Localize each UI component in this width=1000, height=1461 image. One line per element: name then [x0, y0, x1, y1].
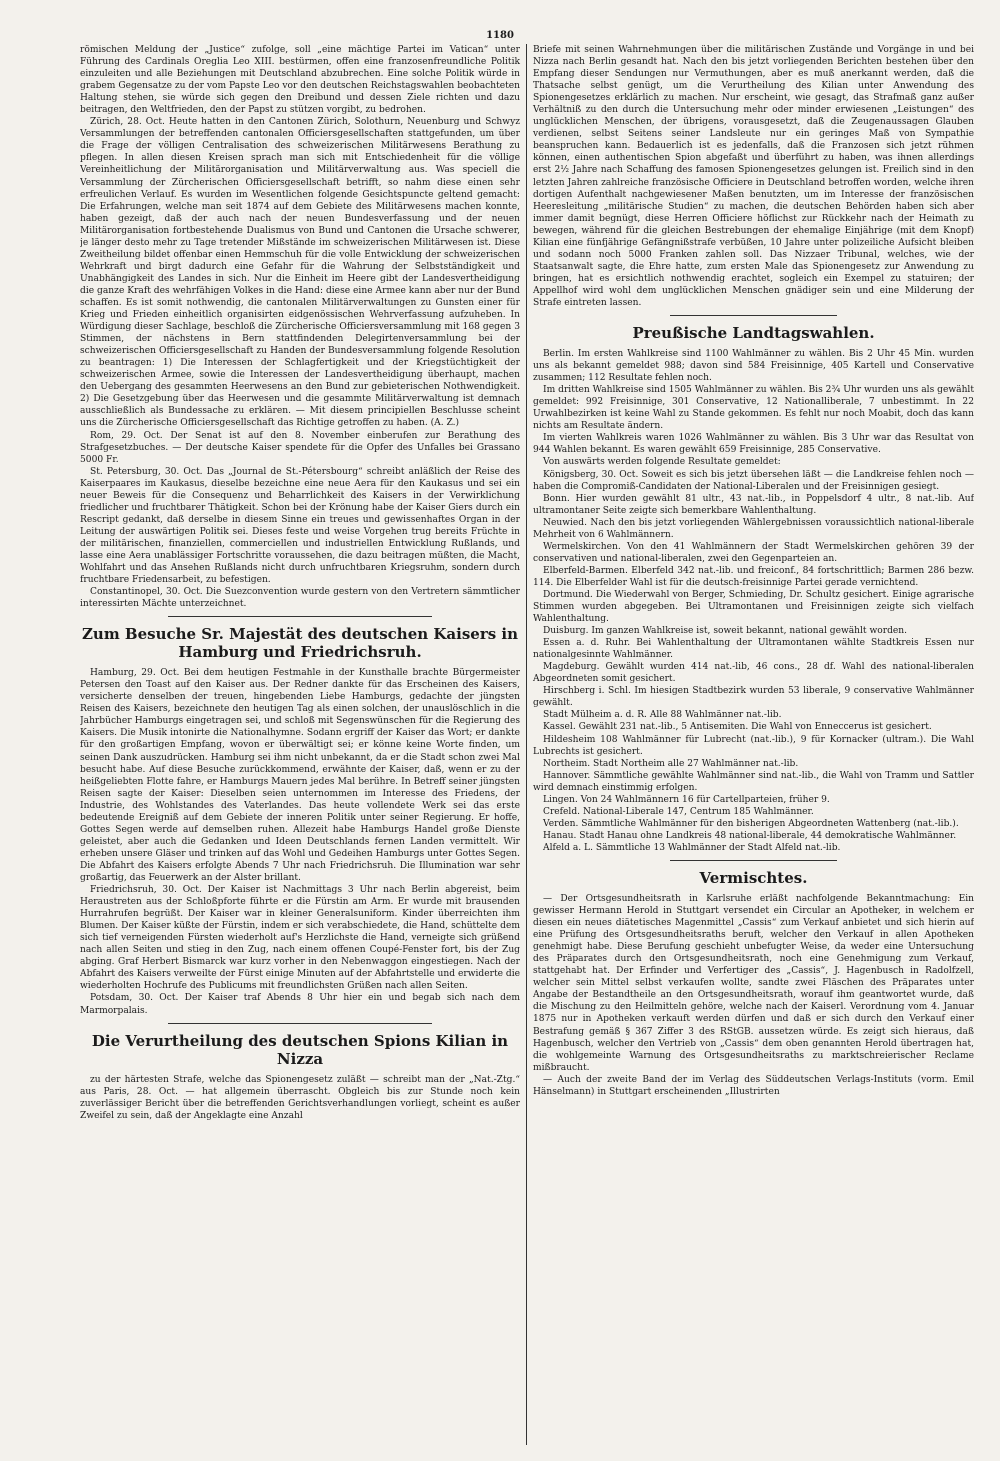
right-column	[527, 44, 974, 1445]
left-paragraph-vatican: römischen Meldung der „Justice“ zufolge, soll „eine mächtige Partei im Vatican“ unter Führung des Cardinals Oreglia Leo XIII. bestürmen, offen eine franzosenfreundliche Politik einzuleiten und alle Beziehungen mit Deutschland abzubrechen. Eine solche Politik würde in grabem Gegensatze zu der vom Papste Leo vor den deutschen Reichstagswahlen beobachteten Haltung stehen, sie würde sich gegen den Dreibund und dessen Ziele richten und dazu beitragen, den Weltfrieden, den der Papst zu stützen vorgibt, zu bedrohen.	[80, 45, 520, 116]
page-columns	[80, 44, 974, 1445]
right-paragraph-koenigsberg: Königsberg, 30. Oct. Soweit es sich bis jetzt übersehen läßt — die Landkreise fehlen noch — haben die Compromiß-Candidaten der National-Liberalen und der Freisinnigen gesiegt.	[533, 469, 974, 492]
right-paragraph-bonn: Bonn. Hier wurden gewählt 81 ultr., 43 nat.-lib., in Poppelsdorf 4 ultr., 8 nat.-lib. Auf ultramontaner Seite zeigte sich bemerkbare Wahlenthaltung.	[533, 493, 974, 516]
section-divider	[168, 1023, 432, 1024]
right-paragraph-magdeburg: Magdeburg. Gewählt wurden 414 nat.-lib, 46 cons., 28 df. Wahl des national-liberalen Abgeordneten somit gesichert.	[533, 662, 974, 685]
left-column	[80, 44, 527, 1445]
right-paragraph-lingen: Lingen. Von 24 Wahlmännern 16 für Cartellparteien, früher 9.	[543, 794, 830, 805]
right-paragraph-wermelskirchen: Wermelskirchen. Von den 41 Wahlmännern der Stadt Wermelskirchen gehören 39 der conservativen und national-liberalen, zwei den Gegenparteien an.	[533, 541, 974, 564]
right-paragraph-dortmund: Dortmund. Die Wiederwahl von Berger, Schmieding, Dr. Schultz gesichert. Einige agrarische Stimmen wurden abgegeben. Bei Ultramontanen und Freisinnigen zeigte sich vielfach Wahlenthaltung.	[533, 589, 974, 625]
page-number: 1180	[486, 30, 514, 41]
right-paragraph-verlag: — Auch der zweite Band der im Verlag des Süddeutschen Verlags-Instituts (vorm. Emil Hänselmann) in Stuttgart erscheinenden „Illustrirten	[533, 1074, 974, 1097]
right-paragraph-hildesheim: Hildesheim 108 Wahlmänner für Lubrecht (nat.-lib.), 9 für Kornacker (ultram.). Die Wahl Lubrechts ist gesichert.	[533, 734, 974, 757]
left-paragraph-potsdam: Potsdam, 30. Oct. Der Kaiser traf Abends 8 Uhr hier ein und begab sich nach dem Marmorpalais.	[80, 993, 520, 1016]
section-heading-spion-kilian: Die Verurtheilung des deutschen Spions Kilian in Nizza	[91, 1031, 509, 1068]
left-paragraph-petersburg: St. Petersburg, 30. Oct. Das „Journal de St.-Pétersbourg“ schreibt anläßlich der Reise des Kaiserpaares im Kaukasus, dieselbe bezeichne eine neue Aera für den Kaukasus und sei ein neuer Beweis für die Consequenz und Beharrlichkeit des Kaisers in der Verwirklichung friedlicher und fruchtbarer Thätigkeit. Schon bei der Krönung habe der Kaiser Giers durch ein Rescript gedankt, daß derselbe in diesem Sinne ein treues und gewissenhaftes Organ in der Leitung der auswärtigen Politik sei. Dieses feste und weise Vorgehen trug bereits Früchte in der militärischen, finanziellen, commerciellen und industriellen Entwicklung Rußlands, und lasse eine Aera unablässiger Fortschritte voraussehen, die dazu beitragen müßten, die Macht, Wohlfahrt und das Ansehen Rußlands nicht durch unfruchtbaren Kriegsruhm, sondern durch fruchtbare Friedensarbeit, zu befestigen.	[80, 466, 520, 586]
right-paragraph-verden: Verden. Sämmtliche Wahlmänner für den bisherigen Abgeordneten Wattenberg (nat.-lib.).	[543, 818, 959, 829]
left-paragraph-zuerich: Zürich, 28. Oct. Heute hatten in den Cantonen Zürich, Solothurn, Neuenburg und Schwyz Versammlungen der betreffenden cantonalen Officiersgesellschaften stattgefunden, um über die Frage der völligen Centralisation des schweizerischen Militärwesens Berathung zu pflegen. In allen diesen Kreisen sprach man sich mit Entschiedenheit für die völlige Vereinheitlichung der Militärorganisation und Militärverwaltung aus. Was speciell die Versammlung der Zürcherischen Officiersgesellschaft betrifft, so nahm diese einen sehr erfreulichen Verlauf. Es wurden im Wesentlichen folgende Gesichtspuncte geltend gemacht: Die Erfahrungen, welche man seit 1874 auf dem Gebiete des Militärwesens machen konnte, haben gezeigt, daß der auch nach der neuen Bundesverfassung und der neuen Militärorganisation fortbestehende Dualismus von Bund und Cantonen die Ursache schwerer, je länger desto mehr zu Tage tretender Mißstände im schweizerischen Militärwesen ist. Diese Zweitheilung bildet offenbar einen Hemmschuh für die volle Entwicklung der schweizerischen Wehrkraft und birgt dadurch eine Gefahr für die Wahrung der Selbstständigkeit und Unabhängigkeit des Landes in sich. Nur die Einheit im Heere gibt der Landesvertheidigung die ganze Kraft des wehrfähigen Volkes in die Hand: diese eine Armee kann aber nur der Bund schaffen. Es ist somit nothwendig, die cantonalen Militärverwaltungen zu Gunsten einer für Krieg und Frieden einheitlich organisirten eidgenössischen Wehrverfassung aufzuheben. In Würdigung dieser Sachlage, beschloß die Zürcherische Officiersversammlung mit 168 gegen 3 Stimmen, der nächstens in Bern stattfindenden Delegirtenversammlung bei der schweizerischen Officiersgesellschaft zu Handen der Bundesversammlung folgende Resolution zu beantragen: 1) Die Interessen der Schlagfertigkeit und der Kriegstüchtigkeit der schweizerischen Armee, sowie die Interessen der Landesvertheidigung überhaupt, machen den Uebergang des gesammten Heerwesens an den Bund zur gebieterischen Nothwendigkeit. 2) Die Gesetzgebung über das Heerwesen und die gesammte Militärverwaltung ist demnach ausschließlich als Bundessache zu erklären. — Mit diesem principiellen Beschlusse scheint uns die Zürcherische Officiersgesellschaft das Richtige getroffen zu haben. (A. Z.)	[80, 117, 520, 429]
left-paragraph-kilian-start: zu der härtesten Strafe, welche das Spionengesetz zuläßt — schreibt man der „Nat.-Ztg.“ aus Paris, 28. Oct. — hat allgemein überrascht. Obgleich bis zur Stunde noch kein zuverlässiger Bericht über die betreffenden Gerichtsverhandlungen vorliegt, scheint es außer Zweifel zu sein, daß der Angeklagte eine Anzahl	[80, 1074, 520, 1121]
section-divider	[670, 315, 838, 316]
section-heading-vermischtes: Vermischtes.	[699, 869, 808, 887]
right-paragraph-muelheim: Stadt Mülheim a. d. R. Alle 88 Wahlmänner nat.-lib.	[543, 710, 782, 721]
right-paragraph-hannover: Hannover. Sämmtliche gewählte Wahlmänner sind nat.-lib., die Wahl von Tramm und Sattler wird demnach einstimmig erfolgen.	[533, 770, 974, 793]
right-paragraph-neuwied: Neuwied. Nach den bis jetzt vorliegenden Wählergebnissen voraussichtlich national-liberale Mehrheit von 6 Wahlmännern.	[533, 517, 974, 540]
right-paragraph-berlin-3: Im dritten Wahlkreise sind 1505 Wahlmänner zu wählen. Bis 2¾ Uhr wurden uns als gewählt gemeldet: 992 Freisinnige, 301 Conservative, 12 Nationalliberale, 7 unbestimmt. In 22 Urwahlbezirken ist keine Wahl zu Stande gekommen. Es fehlt nur noch Moabit, doch das kann nichts am Resultate ändern.	[533, 385, 974, 432]
right-paragraph-kilian-cont: Briefe mit seinen Wahrnehmungen über die militärischen Zustände und Vorgänge in und bei Nizza nach Berlin gesandt hat. Nach den bis jetzt vorliegenden Berichten bestehen über den Empfang dieser Sendungen nur Vermuthungen, aber es muß anerkannt werden, daß die Thatsache selbst genügt, um die Verurtheilung des Kilian unter Anwendung des Spionengesetzes erklärlich zu machen. Nur erscheint, wie gesagt, das Strafmaß ganz außer Verhältniß zu den durch die Untersuchung mehr oder minder erwiesenen „Leistungen“ des unglücklichen Menschen, der übrigens, vorausgesetzt, daß die Zeugenaussagen Glauben verdienen, selbst Seitens seiner Landsleute nur ein geringes Maß von Sympathie beanspruchen kann. Bedauerlich ist es jedenfalls, daß die Franzosen sich jetzt rühmen können, einen authentischen Spion abgefaßt und überführt zu haben, was ihnen allerdings erst 2½ Jahre nach Schaffung des famosen Spionengesetzes gelungen ist. Freilich sind in den letzten Jahren zahlreiche französische Officiere in Deutschland betroffen worden, welche ihren dortigen Aufenthalt nachgewiesener Maßen benutzten, um im Interesse der französischen Heeresleitung „militärische Studien“ zu machen, die deutschen Behörden haben sich aber immer damit begnügt, diese Herren Officiere höflichst zur Rückkehr nach der Heimath zu bewegen, während für die gleichen Bestrebungen der ehemalige Einjährige (mit dem Knopf) Kilian eine fünfjährige Gefängnißstrafe verbüßen, 10 Jahre unter polizeiliche Aufsicht bleiben und sodann noch 5000 Franken zahlen soll. Das Nizzaer Tribunal, welches, wie der Staatsanwalt sagte, die Ehre hatte, zum ersten Male das Spionengesetz zur Anwendung zu bringen, hat es ersichtlich nothwendig erachtet, sogleich ein Exempel zu statuiren; der Appellhof wird wohl dem unglücklichen Menschen gnädiger sein und eine Milderung der Strafe eintreten lassen.	[533, 45, 974, 308]
right-paragraph-hanau: Hanau. Stadt Hanau ohne Landkreis 48 national-liberale, 44 demokratische Wahlmänner.	[543, 830, 957, 841]
right-paragraph-northeim: Northeim. Stadt Northeim alle 27 Wahlmänner nat.-lib.	[543, 758, 799, 769]
right-paragraph-alfeld: Alfeld a. L. Sämmtliche 13 Wahlmänner der Stadt Alfeld nat.-lib.	[543, 842, 841, 853]
section-divider	[670, 860, 838, 861]
right-paragraph-auswaerts: Von auswärts werden folgende Resultate gemeldet:	[543, 457, 781, 468]
right-paragraph-crefeld: Crefeld. National-Liberale 147, Centrum 185 Wahlmänner.	[543, 806, 814, 817]
left-paragraph-hamburg: Hamburg, 29. Oct. Bei dem heutigen Festmahle in der Kunsthalle brachte Bürgermeister Petersen den Toast auf den Kaiser aus. Der Redner dankte für das Erscheinen des Kaisers, versicherte denselben der treuen, hingebenden Liebe Hamburgs, gedachte der jüngsten Reisen des Kaisers, bezeichnete den heutigen Tag als einen solchen, der unauslöschlich in die Jahrbücher Hamburgs eingetragen sei, und schloß mit Segenswünschen für die Regierung des Kaisers. Die Musik intonirte die Nationalhymne. Sodann ergriff der Kaiser das Wort; er dankte für den großartigen Empfang, wovon er überwältigt sei; er könne keine Worte finden, um seinen Dank auszudrücken. Hamburg sei ihm nicht unbekannt, da er die Stadt schon zwei Mal besucht habe. Auf diese Besuche zurückkommend, erwähnte der Kaiser, daß, wenn er zu der heißgeliebten Flotte fahre, er Hamburgs Mauern jedes Mal berühre. In Betreff seiner jüngsten Reisen sagte der Kaiser: Dieselben seien unternommen im Interesse des Friedens, der Industrie, des Wohlstandes des Vaterlandes. Das heute vollendete Werk sei das erste bedeutende Ereigniß auf dem Gebiete der inneren Politik unter seiner Regierung. Er hoffe, Gottes Segen werde auf demselben ruhen. Allezeit habe Hamburgs Handel große Dienste geleistet, aber auch die Gedanken und Ideen Deutschlands fernen Landen vermittelt. Wir erheben unsere Gläser und trinken auf das Wohl und Gedeihen Hamburgs unter Gottes Segen. Die Abfahrt des Kaisers erfolgte Abends 7 Uhr nach Friedrichsruh. Die Illumination war sehr großartig, das Feuerwerk an der Alster brillant.	[80, 668, 520, 883]
left-paragraph-friedrichsruh: Friedrichsruh, 30. Oct. Der Kaiser ist Nachmittags 3 Uhr nach Berlin abgereist, beim Heraustreten aus der Schloßpforte führte er die Fürstin am Arm. Er wurde mit brausenden Hurrahrufen begrüßt. Der Kaiser war in kleiner Generalsuniform. Kinder überreichten ihm Blumen. Der Kaiser küßte der Fürstin, indem er sich verabschiedete, die Hand, schüttelte dem sich tief verneigenden Fürsten wiederholt auf's Herzlichste die Hand, verneigte sich grüßend nach allen Seiten und stieg in den Zug, nach einem offenen Coupé-Fenster fort, bis der Zug abging. Graf Herbert Bismarck war kurz vorher in den Nebenwaggon eingestiegen. Nach der Abfahrt des Kaisers verweilte der Fürst einige Minuten auf der Abfahrtstelle und erwiderte die wiederholten Hochrufe des Publicums mit freundlichsten Grüßen nach allen Seiten.	[80, 885, 520, 992]
section-heading-kaiser-besuch: Zum Besuche Sr. Majestät des deutschen Kaisers in Hamburg und Friedrichsruh.	[81, 625, 518, 662]
section-divider	[168, 616, 432, 617]
right-paragraph-duisburg: Duisburg. Im ganzen Wahlkreise ist, soweit bekannt, national gewählt worden.	[543, 626, 908, 637]
left-paragraph-constantinopel: Constantinopel, 30. Oct. Die Suezconvention wurde gestern von den Vertretern sämmtlicher interessirten Mächte unterzeichnet.	[80, 587, 520, 610]
section-heading-landtagswahlen: Preußische Landtagswahlen.	[632, 324, 875, 343]
right-paragraph-cassis: — Der Ortsgesundheitsrath in Karlsruhe erläßt nachfolgende Bekanntmachung: Ein gewisser Hermann Herold in Stuttgart versendet ein Circular an Apotheker, in welchem er diesen ein neues diätetisches Magenmittel „Cassis“ zum Verkauf anbietet und sich hierin auf eine Prüfung des Ortsgesundheitsraths beruft, welcher den Verkauf in allen Apotheken genehmigt habe. Diese Berufung geschieht unbefugter Weise, da weder eine Untersuchung des Präparates durch den Ortsgesundheitsrath, noch eine Genehmigung zum Verkauf, stattgehabt hat. Der Erfinder und Verfertiger des „Cassis“, J. Hagenbusch in Radolfzell, welcher sein Mittel selbst verkaufen wollte, sandte zwei Fläschen des Präparates unter Angabe der Bestandtheile an den Ortsgesundheitsrath, worauf ihm geantwortet wurde, daß die Mischung zu den Heilmitteln gehöre, welche nach der Kaiserl. Verordnung vom 4. Januar 1875 nur in Apotheken verkauft werden dürfen und daß er sich durch den Verkauf einer Bestrafung gemäß § 367 Ziffer 3 des RStGB. aussetzen würde. Es zeigt sich hieraus, daß Hagenbusch, welcher den Vertrieb von „Cassis“ dem oben genannten Herold übertragen hat, die wohlgemeinte Warnung des Ortsgesundheitsraths zu marktschreierischer Reclame mißbraucht.	[533, 894, 974, 1073]
left-paragraph-rom: Rom, 29. Oct. Der Senat ist auf den 8. November einberufen zur Berathung des Strafgesetzbuches. — Der deutsche Kaiser spendete für die Opfer des Unfalles bei Grassano 5000 Fr.	[80, 430, 520, 465]
right-paragraph-kassel: Kassel. Gewählt 231 nat.-lib., 5 Antisemiten. Die Wahl von Enneccerus ist gesichert.	[543, 722, 932, 733]
right-paragraph-elberfeld: Elberfeld-Barmen. Elberfeld 342 nat.-lib. und freiconf., 84 fortschrittlich; Barmen 286 bezw. 114. Die Elberfelder Wahl ist für die deutsch-freisinnige Partei gerade vernichtend.	[533, 565, 974, 588]
right-paragraph-hirschberg: Hirschberg i. Schl. Im hiesigen Stadtbezirk wurden 53 liberale, 9 conservative Wahlmänner gewählt.	[533, 686, 974, 709]
right-paragraph-berlin-4: Im vierten Wahlkreis waren 1026 Wahlmänner zu wählen. Bis 3 Uhr war das Resultat von 944 Wahlen bekannt. Es waren gewählt 659 Freisinnige, 285 Conservative.	[533, 433, 974, 456]
right-paragraph-essen: Essen a. d. Ruhr. Bei Wahlenthaltung der Ultramontanen wählte Stadtkreis Essen nur nationalgesinnte Wahlmänner.	[533, 638, 974, 661]
right-paragraph-berlin-1: Berlin. Im ersten Wahlkreise sind 1100 Wahlmänner zu wählen. Bis 2 Uhr 45 Min. wurden uns als bekannt gemeldet 988; davon sind 584 Freisinnige, 405 Kartell und Conservative zusammen; 112 Resultate fehlen noch.	[533, 349, 974, 384]
